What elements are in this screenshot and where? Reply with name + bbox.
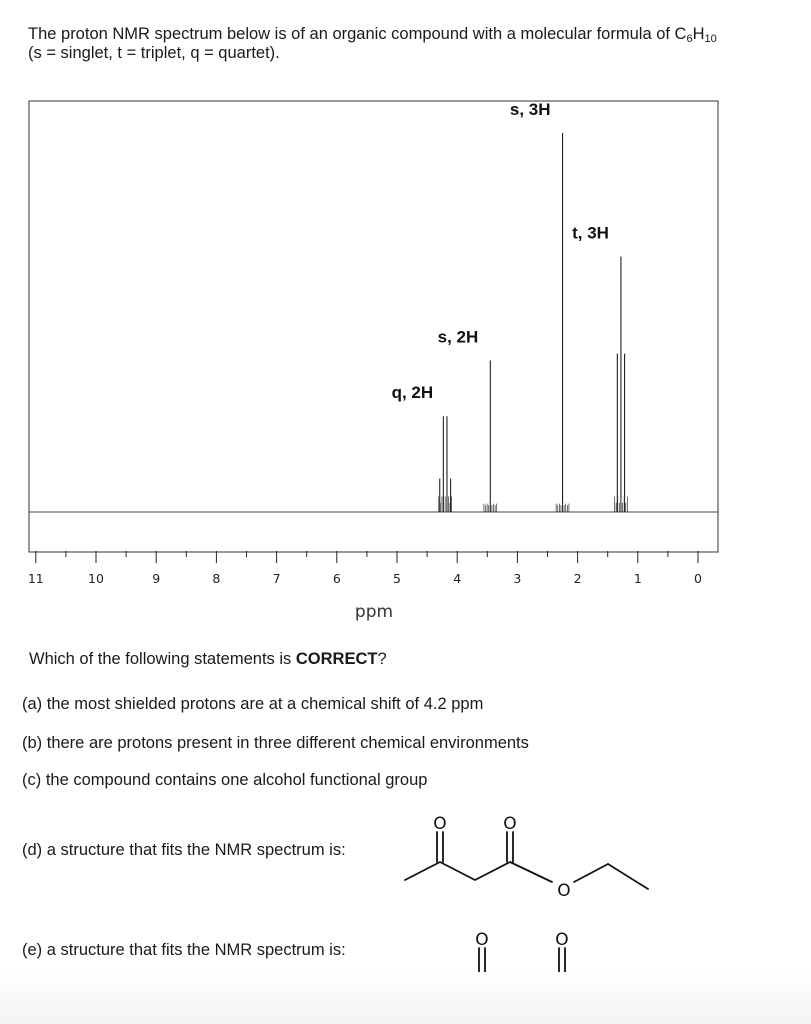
structure-e-oxygen-1: O xyxy=(475,930,489,950)
structure-e-oxygen-2: O xyxy=(555,930,569,950)
formula-hydrogen: H xyxy=(692,25,705,43)
bottom-shadow xyxy=(0,972,811,1024)
structure-d-oc-bond xyxy=(574,864,608,882)
x-tick-label-10: 10 xyxy=(88,571,104,586)
structure-d-chain xyxy=(405,862,552,882)
option-e: (e) a structure that fits the NMR spectrum is: xyxy=(22,941,346,959)
x-tick-label-6: 6 xyxy=(332,571,341,586)
prompt-emphasis: CORRECT xyxy=(295,650,378,668)
structure-d-ester-oxygen: O xyxy=(557,881,571,901)
x-tick-label-11: 11 xyxy=(27,571,44,586)
prompt-text: Which of the following statements is xyxy=(29,650,296,668)
x-tick-label-5: 5 xyxy=(393,571,401,586)
plot-frame xyxy=(29,101,718,552)
option-d: (d) a structure that fits the NMR spectrum is: xyxy=(22,841,346,859)
peaks-layer xyxy=(439,133,628,512)
peak-label-1: s, 2H xyxy=(437,327,479,347)
question-text: The proton NMR spectrum below is of an organic compound with a molecular formula of C xyxy=(28,25,687,43)
question-line-2: (s = singlet, t = triplet, q = quartet). xyxy=(28,44,280,62)
structure-d-oxygen-1: O xyxy=(433,814,447,834)
x-tick-label-4: 4 xyxy=(453,571,462,586)
peak-label-2: s, 3H xyxy=(509,99,551,119)
x-axis-ticks xyxy=(28,551,702,586)
peak-label-3: t, 3H xyxy=(572,223,609,243)
x-tick-label-7: 7 xyxy=(272,571,281,586)
structure-d-ethyl-bond xyxy=(608,864,648,889)
option-c: (c) the compound contains one alcohol functional group xyxy=(22,771,428,789)
peak-labels xyxy=(392,100,609,402)
x-tick-label-3: 3 xyxy=(513,571,522,586)
formula-subscript-hydrogen: 10 xyxy=(704,33,717,45)
option-a: (a) the most shielded protons are at a chemical shift of 4.2 ppm xyxy=(22,695,484,713)
x-tick-label-2: 2 xyxy=(573,571,582,586)
structure-d-oxygen-2: O xyxy=(503,814,517,834)
question-prompt xyxy=(29,650,387,669)
prompt-question-mark: ? xyxy=(377,650,387,668)
x-tick-label-9: 9 xyxy=(152,571,161,586)
formula-subscript-carbon: 6 xyxy=(686,33,693,45)
peak-label-0: q, 2H xyxy=(391,383,434,403)
x-tick-label-0: 0 xyxy=(694,571,702,586)
option-b: (b) there are protons present in three different chemical environments xyxy=(22,734,529,752)
x-tick-label-1: 1 xyxy=(633,571,642,586)
x-axis-title: ppm xyxy=(354,602,394,622)
x-tick-label-8: 8 xyxy=(212,571,221,586)
